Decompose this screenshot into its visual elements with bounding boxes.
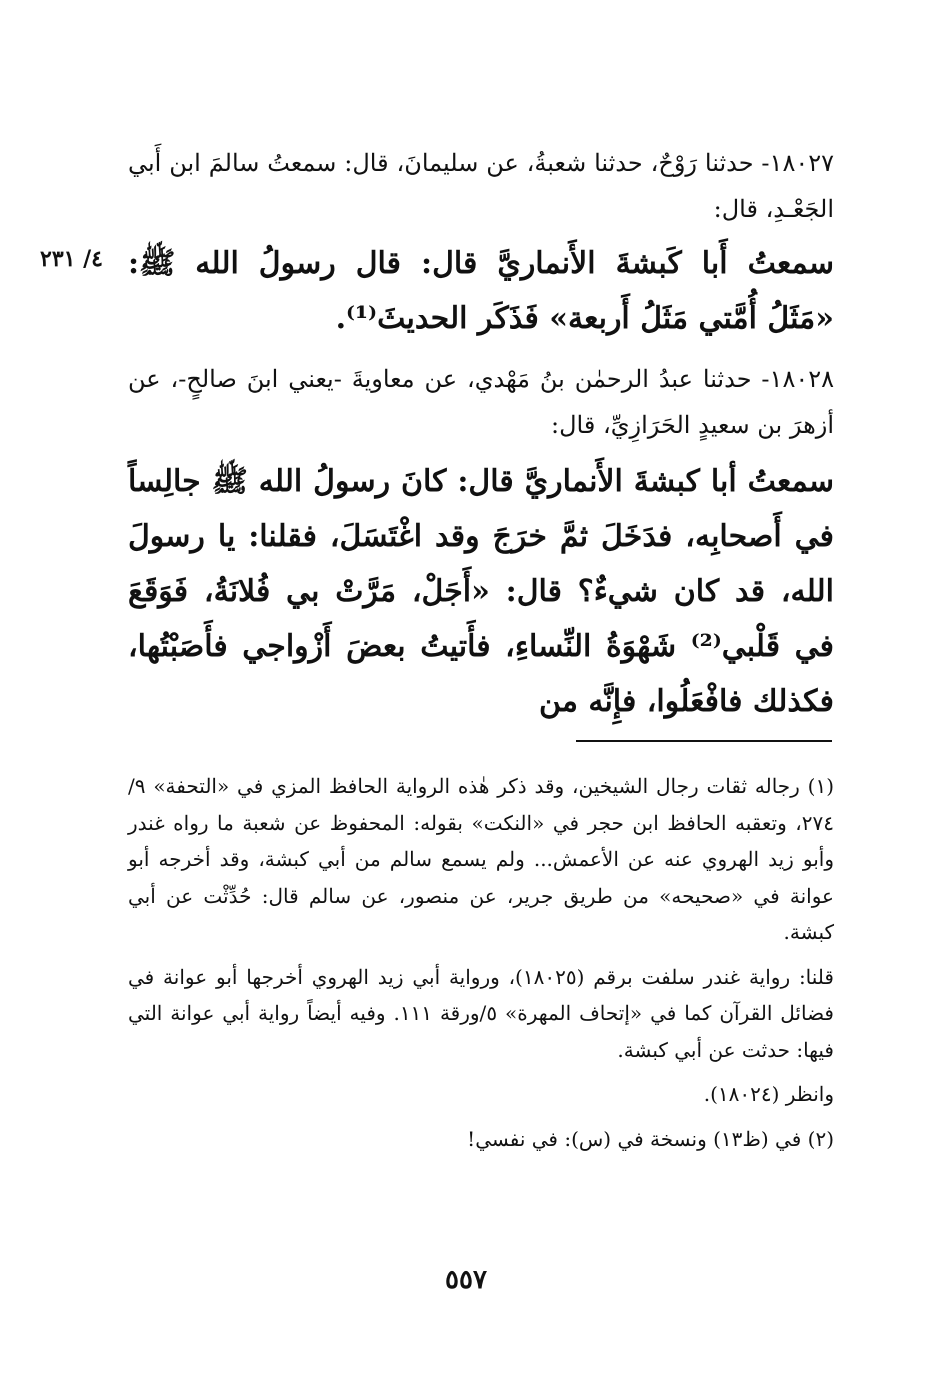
footnote-1-paragraph-1: (١) رجاله ثقات رجال الشيخين، وقد ذكر هٰذه الرواية الحافظ المزي في «التحفة» ٩/ ٢٧٤، وتعقبه الحافظ ابن حجر في «النكت» بقوله: المحفوظ عن شعبة ما رواه غندر وأبو زيد الهروي عنه عن الأعمش... ولم يسمع سالم من أبي كبشة، وقد أخرجه أبو عوانة في «صحيحه» من طريق جرير، عن منصور، عن سالم قال: حُدِّثْت عن أبي كبشة. xyxy=(128,774,834,944)
hadith-18028-isnad: ١٨٠٢٨- حدثنا عبدُ الرحمٰن بنُ مَهْدي، عن معاويةَ -يعني ابنَ صالحٍ-، عن أزهرَ بن سعيدٍ الحَرَازِيِّ، قال: xyxy=(128,365,834,439)
page-number: ٥٥٧ xyxy=(445,1265,487,1295)
footnote-2: (٢) في (ظ١٣) ونسخة في (س): في نفسي! xyxy=(467,1126,834,1151)
margin-volume-page-reference: ٤/ ٢٣١ xyxy=(40,246,103,272)
hadith-18027-isnad: ١٨٠٢٧- حدثنا رَوْحٌ، حدثنا شعبةُ، عن سليمانَ، قال: سمعتُ سالمَ ابن أَبي الجَعْـدِ، قال: xyxy=(128,149,834,223)
hadith-18028-matn: سمعتُ أبا كبشةَ الأَنماريَّ قال: كانَ رسولُ الله ﷺ جالِساً في أَصحابِه، فدَخَلَ ثمَّ خرَجَ وقد اغْتَسَلَ، فقلنا: يا رسولَ الله، قد كان شيءٌ؟ قال: «أَجَلْ، مَرَّتْ بي فُلانَةُ، فَوَقَعَ في قَلْبي⁽²⁾ شَهْوَةُ النِّساءِ، فأَتيتُ بعضَ أَزْواجي فأَصَبْتُها، فكذلك فافْعَلُوا، فإِنَّه من xyxy=(128,464,835,719)
footnote-separator-rule xyxy=(576,740,832,742)
footnote-1-paragraph-3: وانظر (١٨٠٢٤). xyxy=(703,1082,834,1106)
footnotes-section xyxy=(128,768,834,1165)
footnote-1-paragraph-2: قلنا: رواية غندر سلفت برقم (١٨٠٢٥)، ورواية أبي زيد الهروي أخرجها أبو عوانة في فضائل القرآن كما في «إتحاف المهرة» ٥/ورقة ١١١. وفيه أيضاً رواية أبي عوانة التي فيها: حدثت عن أبي كبشة. xyxy=(128,964,834,1062)
hadith-18027-matn: سمعتُ أَبا كَبشةَ الأَنماريَّ قال: قال رسولُ الله ﷺ: «مَثَلُ أُمَّتي مَثَلُ أَربعة» فَذَكَر الحديثَ⁽¹⁾. xyxy=(128,246,834,336)
